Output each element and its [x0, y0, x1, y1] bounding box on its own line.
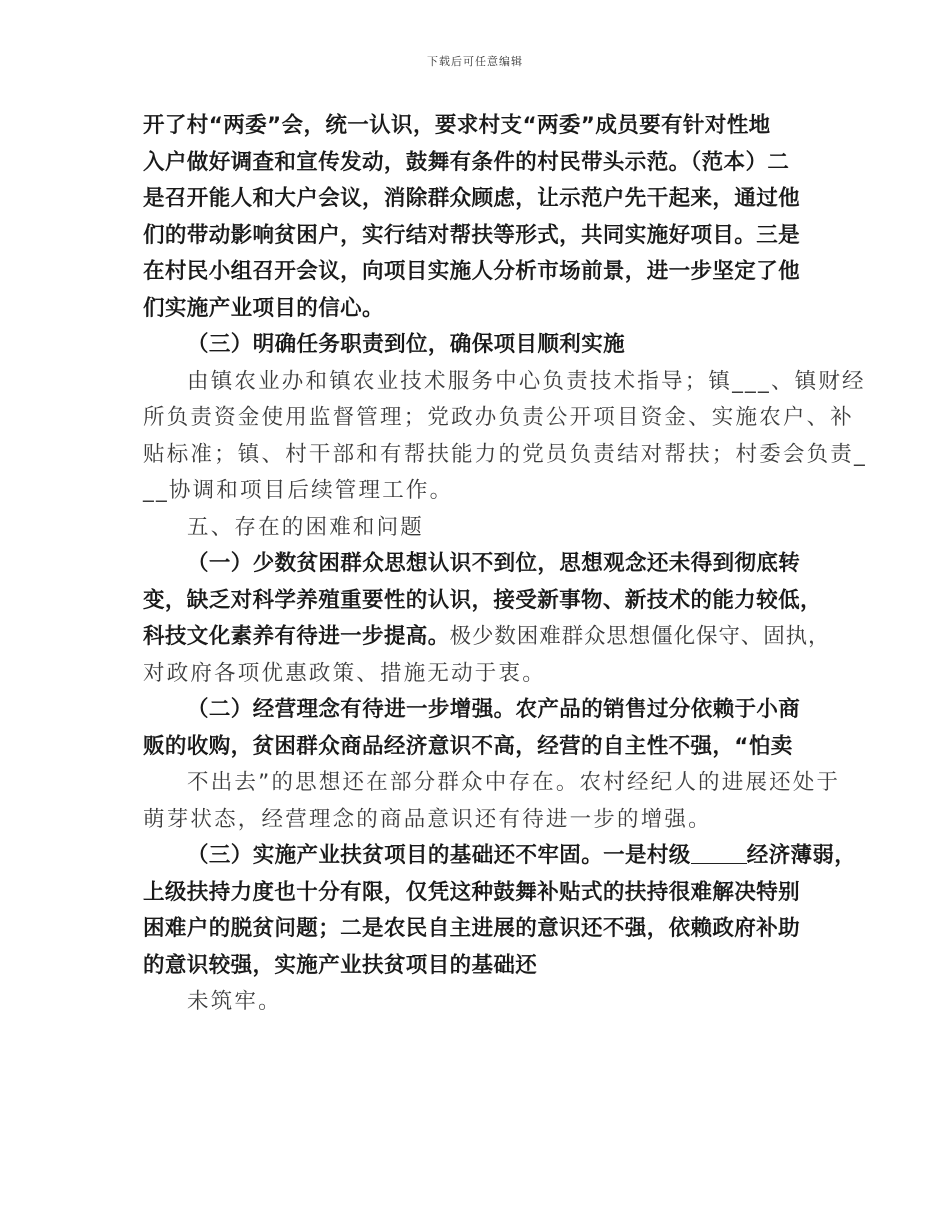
text-line: 的意识较强，实施产业扶贫项目的基础还	[143, 952, 538, 978]
heading-line: 五、存在的困难和问题	[187, 514, 425, 540]
text-line: 们的带动影响贫困户，实行结对帮扶等形式，共同实施好项目。三是	[143, 222, 801, 248]
paragraph-problem-2-cont	[143, 765, 841, 838]
text-line: 由镇农业办和镇农业技术服务中心负责技术指导；镇___、镇财经	[187, 368, 866, 394]
paragraph-problem-2	[143, 692, 815, 765]
text-line: 在村民小组召开会议，向项目实施人分析市场前景，进一步坚定了他	[143, 259, 801, 284]
text-line: __协调和项目后续管理工作。	[143, 478, 454, 503]
text-segment-light: 极少数困难群众思想僵化保守、固执，	[449, 624, 831, 649]
section-heading-3	[143, 327, 815, 364]
text-line: 萌芽状态，经营理念的商品意识还有待进一步的增强。	[143, 806, 712, 832]
text-line: （二）经营理念有待进一步增强。农产品的销售过分依赖于小商	[187, 697, 801, 722]
heading-line: （三）明确任务职责到位，确保项目顺利实施	[187, 332, 626, 357]
text-segment-bold: 科技文化素养有待进一步提高。	[143, 624, 450, 649]
text-line: 不出去”的思想还在部分群众中存在。农村经纪人的进展还处于	[187, 770, 841, 795]
text-segment: （三）实施产业扶贫项目的基础还不牢固。一是村级	[187, 843, 691, 868]
text-line: 上级扶持力度也十分有限，仅凭这种鼓舞补贴式的扶持很难解决特别	[143, 879, 801, 905]
page-header: 下载后可任意编辑	[427, 55, 523, 68]
paragraph-responsibilities	[143, 364, 867, 510]
text-line: 困难户的脱贫问题；二是农民自主进展的意识还不强，依赖政府补助	[143, 916, 801, 941]
text-line: 入户做好调查和宣传发动，鼓舞有条件的村民带头示范。（范本）二	[143, 149, 790, 175]
paragraph-problem-1	[143, 546, 831, 692]
document-body	[143, 108, 867, 1021]
section-heading-5	[143, 510, 815, 547]
text-line: 所负责资金使用监督管理；党政办负责公开项目资金、实施农户、补	[143, 405, 855, 430]
text-line: 贩的收购，贫困群众商品经济意识不高，经营的自主性不强，“怕卖	[143, 733, 793, 759]
text-line	[143, 838, 857, 875]
paragraph-problem-3	[143, 838, 857, 984]
text-line: 贴标准；镇、村干部和有帮扶能力的党员负责结对帮扶；村委会负责_	[143, 441, 867, 467]
text-line: 们实施产业项目的信心。	[143, 295, 384, 321]
text-line: 未筑牢。	[187, 989, 282, 1014]
text-line: 变，缺乏对科学养殖重要性的认识，接受新事物、新技术的能力较低，	[143, 587, 822, 613]
text-segment: 经济薄弱，	[746, 843, 857, 868]
text-line	[143, 619, 831, 656]
text-line: 是召开能人和大户会议，消除群众顾虑，让示范户先干起来，通过他	[143, 186, 801, 211]
paragraph-problem-3-cont	[143, 984, 815, 1021]
paragraph-meeting	[143, 108, 815, 327]
blank-underline	[691, 843, 747, 864]
text-line: 对政府各项优惠政策、措施无动于衷。	[143, 660, 546, 686]
text-line: 开了村“两委”会，统一认识，要求村支“两委”成员要有针对性地	[143, 113, 771, 138]
text-line: （一）少数贫困群众思想认识不到位，思想观念还未得到彻底转	[187, 551, 801, 576]
